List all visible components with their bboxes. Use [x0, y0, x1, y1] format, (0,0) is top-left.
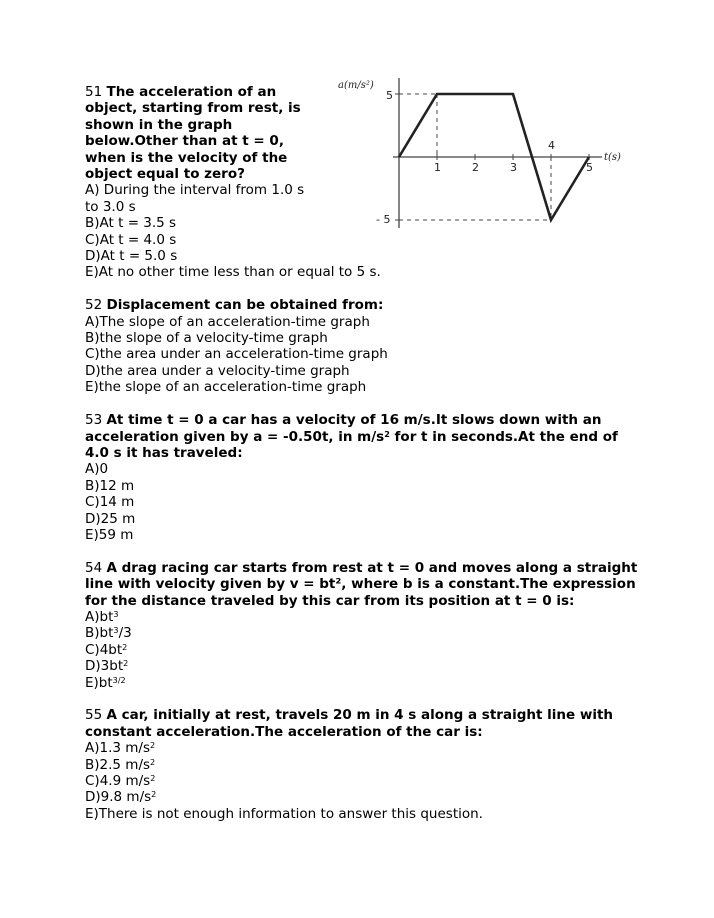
document-page	[85, 84, 645, 839]
option-d: $D)3bt^2$	[85, 658, 129, 675]
question-52	[85, 297, 645, 395]
question-51	[85, 84, 645, 281]
question-number: 54	[85, 559, 103, 576]
option-e: E)the slope of an acceleration-time graph	[85, 379, 367, 396]
option-b: B)12 m	[85, 477, 135, 494]
stem-line: shown in the graph	[85, 116, 233, 133]
x-tick-label-3: 3	[510, 161, 517, 174]
option-d: D)the area under a velocity-time graph	[85, 362, 350, 379]
question-number: 52	[85, 297, 103, 314]
question-stem	[85, 297, 645, 313]
stem-line: when is the velocity of the	[85, 149, 288, 166]
question-stem	[85, 84, 315, 182]
x-axis-label: t(s)	[604, 152, 621, 163]
question-stem	[85, 707, 645, 740]
question-55	[85, 707, 645, 822]
question-stem	[85, 412, 645, 461]
stem-text	[85, 412, 618, 461]
stem-text: A drag racing car starts from rest at t = 0 and moves along a straight line with velocity given by v = bt², where b is a constant.The expression for the distance traveled by this car from its position at t = 0 is:	[85, 559, 638, 609]
option-e: E)There is not enough information to answer this question.	[85, 805, 483, 822]
option-d: D)25 m	[85, 510, 136, 527]
stem-line: below.Other than at t = 0,	[85, 133, 284, 150]
option-c: C)14 m	[85, 494, 135, 511]
option-a-cont: to 3.0 s	[85, 198, 136, 215]
option-c: C)4.9 $m/s^2$	[85, 772, 156, 789]
question-54	[85, 560, 645, 691]
stem-line: object equal to zero?	[85, 166, 245, 183]
x-tick-label-2: 2	[472, 161, 479, 174]
option-e: E)At no other time less than or equal to 5 s.	[85, 264, 381, 281]
stem-part-a: At time t = 0 a car has a velocity of 16 m/s.It slows down with an acceleration given by a = -0.50t, in m/s	[85, 412, 602, 445]
question-stem	[85, 560, 645, 609]
x-tick-label-1: 1	[434, 161, 441, 174]
option-e: $E)bt^{3/2}$	[85, 674, 126, 691]
stem-text: A car, initially at rest, travels 20 m in 4 s along a straight line with constant acceleration.The acceleration of the car is:	[85, 707, 614, 740]
option-a: A) During the interval from 1.0 s	[85, 182, 305, 199]
question-number: 55	[85, 707, 103, 724]
option-c: $C)4bt^2$	[85, 641, 128, 658]
stem-part-b: for t in seconds.At the end of 4.0 s it has traveled:	[85, 428, 618, 461]
option-b: B)At t = 3.5 s	[85, 215, 177, 232]
option-d: D)9.8 $m/s^2$	[85, 789, 157, 806]
stem-line: object, starting from rest, is	[85, 100, 301, 117]
y-axis-label: a(m/s²)	[338, 80, 374, 91]
option-b: B)2.5 $m/s^2$	[85, 756, 156, 773]
option-a: A)The slope of an acceleration-time graph	[85, 313, 370, 330]
option-c: C)the area under an acceleration-time graph	[85, 346, 388, 363]
stem-line: The acceleration of an	[106, 84, 277, 100]
option-c: C)At t = 4.0 s	[85, 231, 177, 248]
y-tick-label-neg: - 5	[376, 213, 391, 226]
option-a: A)0	[85, 461, 109, 478]
option-a: A)1.3 $m/s^2$	[85, 740, 156, 757]
option-b: $B)bt^3/3$	[85, 625, 132, 642]
option-b: B)the slope of a velocity-time graph	[85, 330, 328, 347]
option-a: $A)bt^3$	[85, 608, 119, 625]
stem-text: Displacement can be obtained from:	[106, 297, 384, 314]
option-d: D)At t = 5.0 s	[85, 248, 178, 265]
option-e: E)59 m	[85, 526, 134, 543]
question-number: 53	[85, 412, 103, 429]
stem-superscript: 2	[384, 428, 390, 439]
question-number: 51	[85, 84, 103, 100]
question-53	[85, 412, 645, 543]
y-tick-label-pos: 5	[386, 89, 393, 102]
x-tick-label-5: 5	[586, 161, 593, 174]
x-tick-label-4: 4	[548, 139, 555, 152]
